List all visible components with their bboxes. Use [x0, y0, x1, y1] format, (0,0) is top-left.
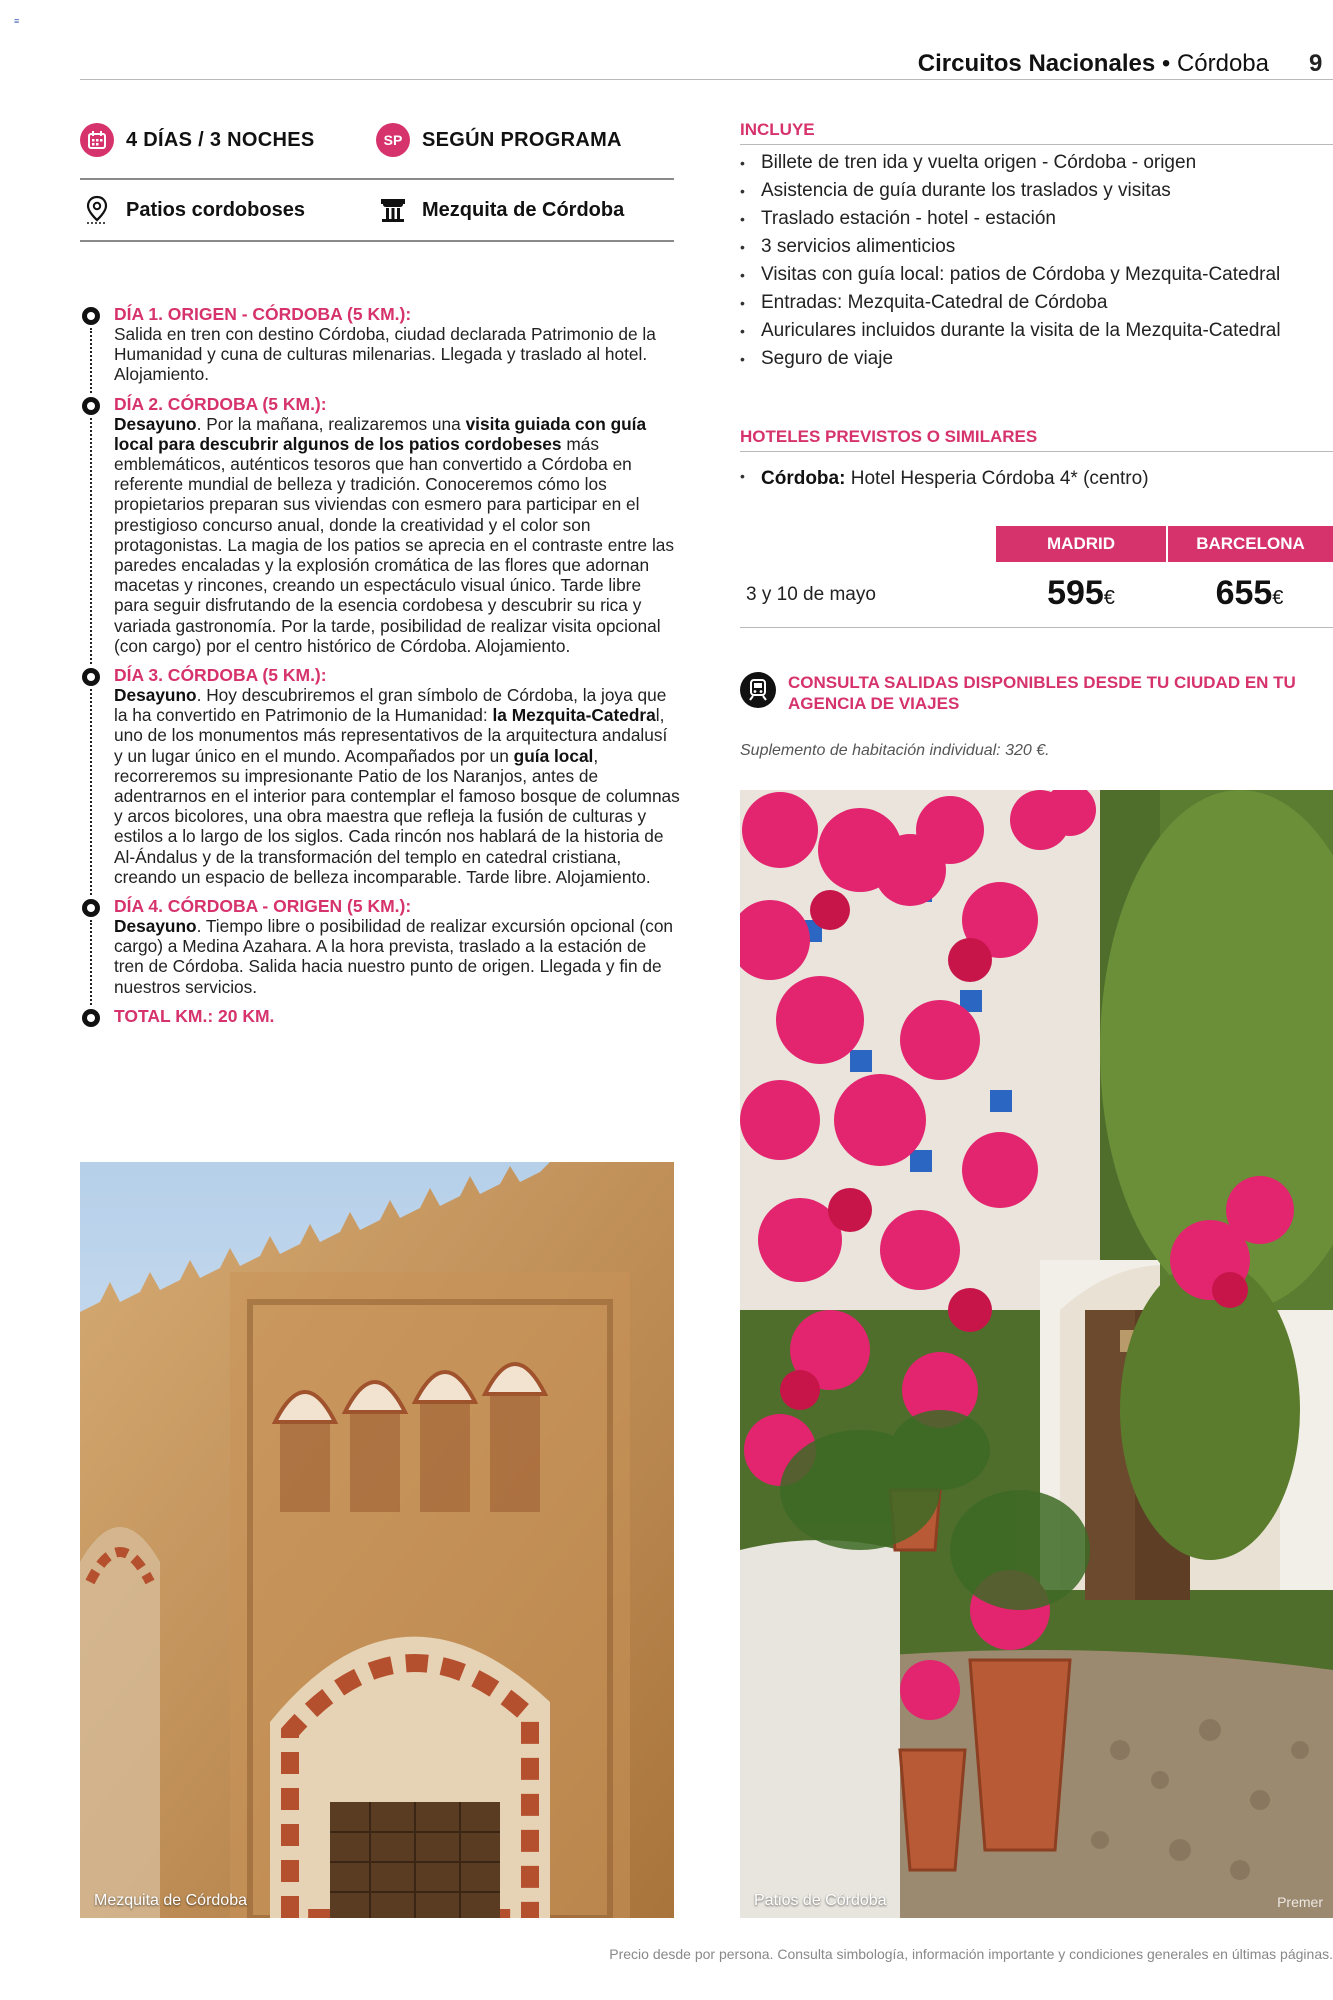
day-2-text-1: . Por la mañana, realizaremos una — [196, 413, 466, 434]
day-3-text-2: l, uno de los monumentos más representativos de la arquitectura andalusí y un lugar único en el mundo. Acompañados por un — [114, 705, 668, 766]
incluye-item: • Traslado estación - hotel - estación — [740, 208, 1333, 230]
timeline-dot-icon — [82, 397, 100, 415]
monument-column-icon — [376, 193, 410, 227]
patios-photo — [740, 790, 1333, 1918]
currency-symbol: € — [1103, 587, 1115, 609]
calendar-icon — [80, 123, 114, 157]
price-date: 3 y 10 de mayo — [746, 584, 876, 605]
day-3-text-1: . Hoy descubriremos el gran símbolo de Córdoba, la joya que la ha convertido en Patrimonio de la Humanidad: — [114, 685, 667, 726]
timeline-line — [90, 689, 92, 895]
incluye-title: INCLUYE — [740, 120, 1333, 145]
day-3-bold-1: Desayuno — [114, 685, 197, 706]
day-3-text — [114, 685, 680, 887]
suplemento-note: Suplemento de habitación individual: 320 €. — [740, 742, 1050, 759]
page-number: 9 — [1309, 50, 1323, 77]
info-row-top — [80, 116, 674, 180]
incluye-item: • Billete de tren ida y vuelta origen - Córdoba - origen — [740, 152, 1333, 174]
total-km: TOTAL KM.: 20 KM. — [114, 1005, 275, 1026]
day-2-bold-2: visita guiada con guía local para descubrir algunos de los patios cordobeses — [114, 413, 647, 454]
incluye-item: • Visitas con guía local: patios de Córdoba y Mezquita-Catedral — [740, 264, 1333, 286]
day-3-text-3: , recorreremos su impresionante Patio de los Naranjos, antes de adentrarnos en el interior para contemplar el famoso bosque de columnas y arcos bicolores, una obra maestra que refleja la fusión de culturas y estilos a lo largo de los siglos. Cada rincón nos hablará de la historia de Al-Ándalus y de la transformación del templo en catedral cristiana, creando un espacio de belleza incomparable. Tarde libre. Alojamiento. — [114, 745, 680, 887]
itinerary-day-1 — [80, 304, 680, 385]
day-3-bold-2: la Mezquita-Catedra — [492, 705, 656, 726]
highlight-patios — [80, 190, 305, 230]
hoteles-title: HOTELES PREVISTOS O SIMILARES — [740, 427, 1333, 452]
day-4-bold-1: Desayuno — [114, 916, 197, 937]
duration-info — [80, 116, 314, 164]
price-barcelona-value: 655 — [1215, 574, 1273, 612]
incluye-item: • Seguro de viaje — [740, 348, 1333, 370]
regime-info — [376, 116, 622, 164]
consulta-banner — [740, 672, 1333, 714]
patios-illustration — [740, 790, 1333, 1918]
itinerary-day-3 — [80, 665, 680, 887]
day-2-title: DÍA 2. CÓRDOBA (5 KM.): — [114, 393, 327, 414]
incluye-item: • Auriculares incluidos durante la visita de la Mezquita-Catedral — [740, 320, 1333, 342]
duration-label: 4 DÍAS / 3 NOCHES — [126, 128, 315, 151]
day-4-text-1: . Tiempo libre o posibilidad de realizar excursión opcional (con cargo) a Medina Azahara. A la hora prevista, traslado a la estación de tren de Córdoba. Salida hacia nuestro punto de origen. Llegada y fin de nuestros servicios. — [114, 916, 674, 997]
day-2-text — [114, 414, 680, 656]
location-pin-icon — [80, 193, 114, 227]
incluye-item: • 3 servicios alimenticios — [740, 236, 1333, 258]
mezquita-caption: Mezquita de Córdoba — [94, 1892, 247, 1909]
day-3-title: DÍA 3. CÓRDOBA (5 KM.): — [114, 665, 327, 686]
timeline-dot-icon — [82, 899, 100, 917]
patios-caption: Patios de Córdoba — [754, 1892, 887, 1909]
day-2-bold-1: Desayuno — [114, 413, 197, 434]
hotel-city: Córdoba: — [761, 468, 846, 489]
regime-label: SEGÚN PROGRAMA — [422, 128, 622, 151]
itinerary-day-4 — [80, 896, 680, 997]
day-1-text: Salida en tren con destino Córdoba, ciudad declarada Patrimonio de la Humanidad y cuna de culturas milenarias. Llegada y traslado al hotel. Alojamiento. — [114, 324, 656, 385]
day-1-title: DÍA 1. ORIGEN - CÓRDOBA (5 KM.): — [114, 304, 412, 324]
info-row-bottom — [80, 190, 674, 242]
price-row — [740, 564, 1333, 628]
mezquita-photo — [80, 1162, 674, 1918]
title-separator: • — [1155, 50, 1177, 77]
price-header-madrid: MADRID — [996, 526, 1166, 562]
incluye-list — [740, 152, 1333, 376]
photo-credit: Premer — [1277, 1894, 1323, 1910]
hotel-item — [740, 468, 1149, 490]
incluye-item: • Asistencia de guía durante los traslados y visitas — [740, 180, 1333, 202]
day-2-text-2: más emblemáticos, auténticos tesoros que han convertido a Córdoba en referente mundial de belleza y tradición. Conoceremos cómo los propietarios preparan sus viviendas con esmero para participar en el prestigioso concurso anual, donde la creatividad y el color son protagonistas. La magia de los patios se aprecia en el contraste entre las paredes encaladas y la explosión cromática de las flores que adornan macetas y rincones, creando un espectáculo visual único. Tarde libre para seguir disfrutando de la esencia cordobesa y descubrir su rica y variada gastronomía. Por la tarde, posibilidad de realizar visita opcional (con cargo) por el centro histórico de Córdoba. Alojamiento. — [114, 433, 675, 656]
highlight-mezquita — [376, 190, 624, 230]
edge-menu-icon: ≡ — [14, 16, 20, 26]
page-header — [80, 48, 1333, 80]
itinerary — [80, 304, 680, 1035]
day-3-bold-3: guía local — [513, 745, 594, 766]
price-barcelona — [1166, 574, 1333, 613]
sp-badge-icon: SP — [376, 123, 410, 157]
page-title — [918, 50, 1269, 78]
footer-disclaimer: Precio desde por persona. Consulta simbología, información importante y condiciones generales en últimas páginas. — [609, 1946, 1333, 1962]
train-icon — [740, 672, 776, 708]
title-destination: Córdoba — [1176, 50, 1269, 77]
day-4-title: DÍA 4. CÓRDOBA - ORIGEN (5 KM.): — [114, 896, 412, 917]
timeline-dot-icon — [82, 1009, 100, 1027]
price-header-barcelona: BARCELONA — [1166, 526, 1333, 562]
timeline-line — [90, 328, 92, 393]
consulta-text: CONSULTA SALIDAS DISPONIBLES DESDE TU CIUDAD EN TU AGENCIA DE VIAJES — [788, 673, 1296, 713]
highlight-patios-label: Patios cordoboses — [126, 198, 305, 221]
mezquita-illustration — [80, 1162, 674, 1918]
itinerary-day-2 — [80, 394, 680, 656]
price-madrid — [996, 574, 1166, 613]
price-madrid-value: 595 — [1047, 574, 1104, 612]
incluye-item: • Entradas: Mezquita-Catedral de Córdoba — [740, 292, 1333, 314]
timeline-dot-icon — [82, 668, 100, 686]
timeline-line — [90, 920, 92, 1005]
timeline-line — [90, 418, 92, 664]
title-section: Circuitos Nacionales — [917, 50, 1156, 77]
timeline-dot-icon — [82, 307, 100, 325]
itinerary-total — [80, 1006, 680, 1026]
currency-symbol: € — [1272, 587, 1284, 609]
hotel-name: Hotel Hesperia Córdoba 4* (centro) — [845, 468, 1149, 489]
day-4-text — [114, 916, 680, 997]
highlight-mezquita-label: Mezquita de Córdoba — [422, 198, 625, 221]
